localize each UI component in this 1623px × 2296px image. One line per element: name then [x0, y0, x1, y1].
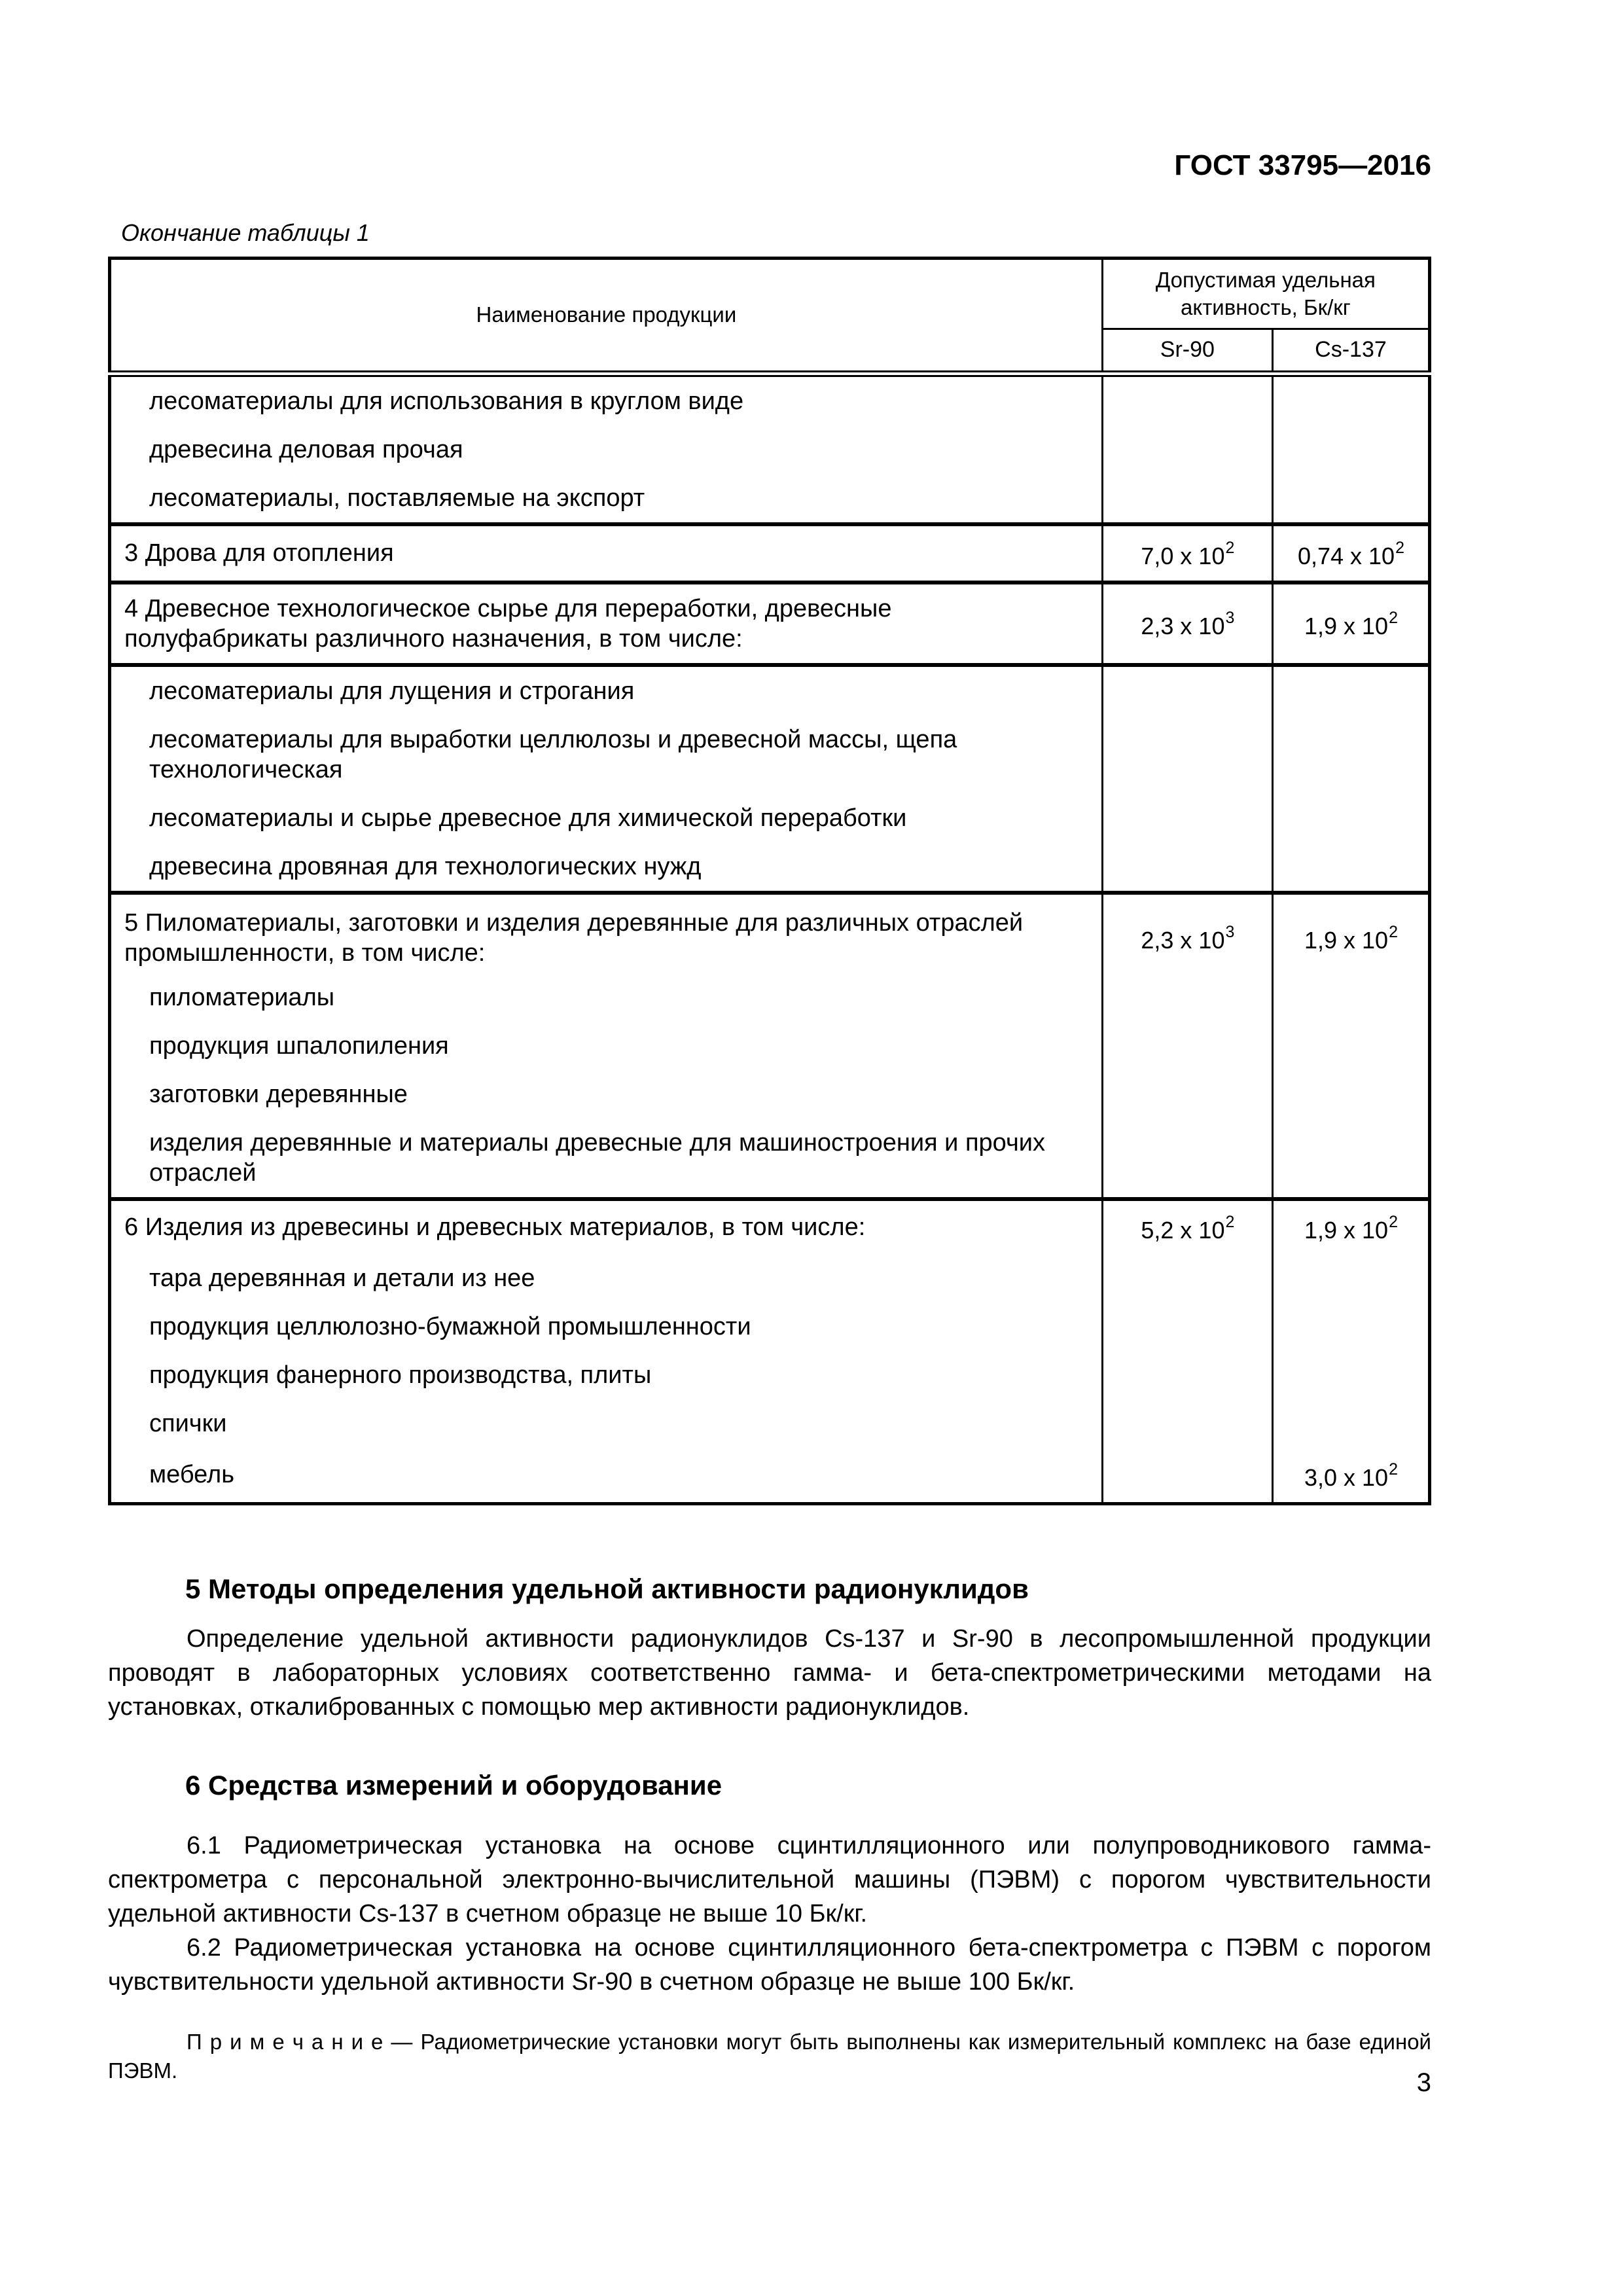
cs137-value-cell: [1272, 973, 1429, 1022]
product-name-cell: древесина дровяная для технологических нужд: [110, 842, 1103, 893]
cs137-value-cell: [1272, 1119, 1429, 1199]
column-header-product-name: Наименование продукции: [110, 259, 1103, 374]
sr90-value-cell: [1102, 1254, 1272, 1302]
table-row: [110, 524, 1430, 583]
column-header-sr90: Sr-90: [1102, 329, 1272, 374]
cs137-value-cell: [1272, 665, 1429, 715]
section-5-paragraph: Определение удельной активности радионуклидов Cs-137 и Sr-90 в лесопромышленной продукции проводят в лабораторных условиях соответственно гамма- и бета-спектрометрическими методами на установках, откалиброванных с помощью мер активности радионуклидов.: [108, 1624, 1431, 1721]
product-name-cell: 4 Древесное технологическое сырье для переработки, древесные полуфабрикаты различного назначения, в том числе:: [110, 583, 1103, 665]
cs137-value-cell: [1272, 425, 1429, 474]
cs137-value-cell: [1272, 1351, 1429, 1399]
sr90-value-cell: [1102, 715, 1272, 794]
page-number: 3: [1416, 2068, 1431, 2097]
product-name-cell: мебель: [110, 1448, 1103, 1504]
table-row: [110, 842, 1430, 893]
table-header-row: [110, 259, 1430, 329]
product-name-cell: 6 Изделия из древесины и древесных материалов, в том числе:: [110, 1199, 1103, 1254]
clause-6-1-paragraph: 6.1 Радиометрическая установка на основе сцинтилляционного или полупроводникового гамма-спектрометра с персональной электронно-вычислительной машины (ПЭВМ) с порогом чувствительности удельной активности Cs-137 в счетном образце не выше 10 Бк/кг.: [108, 1831, 1431, 1928]
table-caption: Окончание таблицы 1: [121, 219, 370, 246]
sr90-value-cell: [1102, 1070, 1272, 1119]
cs137-value-cell: 0,74 x $10^2$: [1272, 524, 1429, 583]
sr90-value-cell: 7,0 x $10^2$: [1102, 524, 1272, 583]
sr90-value-cell: [1102, 425, 1272, 474]
sr90-value-cell: [1102, 973, 1272, 1022]
product-name-cell: продукция целлюлозно-бумажной промышленности: [110, 1302, 1103, 1351]
section-5-heading: 5 Методы определения удельной активности радионуклидов: [185, 1573, 1029, 1604]
product-name-cell: 5 Пиломатериалы, заготовки и изделия деревянные для различных отраслей промышленности, в том числе:: [110, 893, 1103, 973]
table-row: [110, 1302, 1430, 1351]
product-name-cell: заготовки деревянные: [110, 1070, 1103, 1119]
cs137-value-cell: [1272, 715, 1429, 794]
sr90-value-cell: [1102, 1302, 1272, 1351]
cs137-value-cell: 3,0 x $10^2$: [1304, 1460, 1398, 1491]
sr90-value-cell: [1102, 1351, 1272, 1399]
cs137-value-cell: [1272, 1070, 1429, 1119]
table-row: [110, 665, 1430, 715]
cs137-value-cell: 1,9 x $10^2$: [1272, 583, 1429, 665]
table-row: [110, 893, 1430, 973]
sr90-value-cell: 2,3 x $10^3$: [1102, 893, 1272, 973]
table-row: [110, 583, 1430, 665]
note-paragraph: П р и м е ч а н и е — Радиометрические установки могут быть выполнены как измерительный комплекс на базе единой ПЭВМ.: [108, 2029, 1431, 2083]
sr90-value-cell: [1102, 842, 1272, 893]
table-row: [110, 1119, 1430, 1199]
product-name-cell: спички: [110, 1399, 1103, 1448]
sr90-value-cell: [1102, 665, 1272, 715]
product-name-cell: лесоматериалы для использования в круглом виде: [110, 374, 1103, 425]
sr90-value-cell: 2,3 x $10^3$: [1102, 583, 1272, 665]
table-row: [110, 474, 1430, 524]
product-name-cell: древесина деловая прочая: [110, 425, 1103, 474]
product-name-cell: продукция фанерного производства, плиты: [110, 1351, 1103, 1399]
cs137-value-cell: [1272, 474, 1429, 524]
table-row: [110, 1070, 1430, 1119]
document-header: ГОСТ 33795—2016: [1174, 149, 1431, 181]
page-content: [108, 0, 1431, 2085]
table-row: [110, 715, 1430, 794]
product-name-cell: лесоматериалы и сырье древесное для химической переработки: [110, 794, 1103, 842]
table-row: [110, 1351, 1430, 1399]
table-row: [110, 1199, 1430, 1254]
table-row: [110, 1448, 1430, 1504]
cs137-value-cell: [1272, 1399, 1429, 1448]
cs137-value-cell: [1272, 842, 1429, 893]
cs137-value-cell: [1272, 1254, 1429, 1302]
cs137-value-cell: 1,9 x $10^2$: [1304, 1212, 1398, 1244]
table-row: [110, 1254, 1430, 1302]
product-name-cell: лесоматериалы, поставляемые на экспорт: [110, 474, 1103, 524]
product-name-cell: пиломатериалы: [110, 973, 1103, 1022]
column-header-cs137: Cs-137: [1272, 329, 1429, 374]
cs137-value-cell: [1272, 794, 1429, 842]
cs137-value-cell: [1272, 1302, 1429, 1351]
table-row: [110, 425, 1430, 474]
product-name-cell: лесоматериалы для лущения и строгания: [110, 665, 1103, 715]
section-6-heading: 6 Средства измерений и оборудование: [185, 1769, 722, 1801]
product-name-cell: изделия деревянные и материалы древесные для машиностроения и прочих отраслей: [110, 1119, 1103, 1199]
table-row: [110, 374, 1430, 425]
table-body: [110, 374, 1430, 1504]
product-name-cell: 3 Дрова для отопления: [110, 524, 1103, 583]
table-row: [110, 1399, 1430, 1448]
cs137-value-cell: 1,9 x $10^2$: [1304, 923, 1398, 954]
activity-limits-table: [108, 257, 1431, 1505]
table-row: [110, 1022, 1430, 1070]
cs137-value-cell: [1272, 1022, 1429, 1070]
product-name-cell: продукция шпалопиления: [110, 1022, 1103, 1070]
sr90-value-cell: 5,2 x $10^2$: [1102, 1199, 1272, 1254]
table-row: [110, 794, 1430, 842]
sr90-value-cell: [1102, 1399, 1272, 1448]
sr90-value-cell: [1102, 374, 1272, 425]
sr90-value-cell: [1102, 794, 1272, 842]
product-name-cell: лесоматериалы для выработки целлюлозы и древесной массы, щепа технологическая: [110, 715, 1103, 794]
cs137-value-cell: [1272, 374, 1429, 425]
table-head: [110, 259, 1430, 374]
table-row: [110, 973, 1430, 1022]
sr90-value-cell: [1102, 1022, 1272, 1070]
column-header-activity: Допустимая удельная активность, Бк/кг: [1102, 259, 1429, 329]
sr90-value-cell: [1102, 1448, 1272, 1504]
product-name-cell: тара деревянная и детали из нее: [110, 1254, 1103, 1302]
clause-6-2-paragraph: 6.2 Радиометрическая установка на основе сцинтилляционного бета-спектрометра с ПЭВМ с порогом чувствительности удельной активности Sr-90 в счетном образце не выше 100 Бк/кг.: [108, 1933, 1431, 1996]
sr90-value-cell: [1102, 1119, 1272, 1199]
sr90-value-cell: [1102, 474, 1272, 524]
